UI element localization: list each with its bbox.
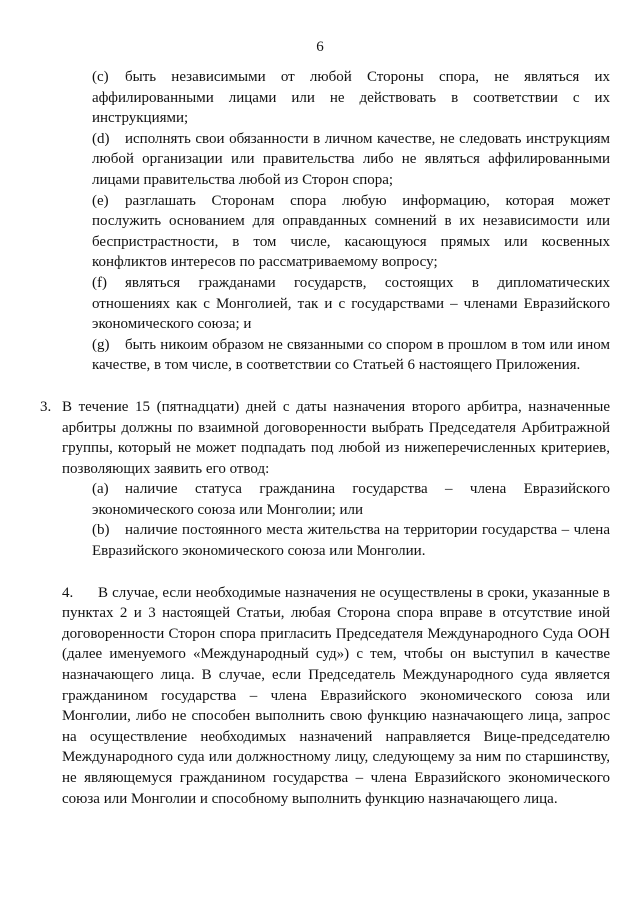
paragraph-text: В случае, если необходимые назначения не осуществлены в сроки, указанные в пунктах 2 и 3 настоящей Статьи, любая Сторона спора вправе в отсутствие иной договоренности Сторон спора пригласить Председателя Международного Суда ООН (далее именуемого «Международный суд») с тем, чтобы он выступил в качестве назначающего лица. В случае, если Председатель Международного суда является гражданином государства – члена Евразийского экономического союза или Монголии, либо не способен выполнить свою функцию назначающего лица, запрос на осуществление необходимых назначений направляется Вице-председателю Международного суда или должностному лицу, следующему за ним по старшинству, не являющемуся гражданином государства – члена Евразийского экономического союза или Монголии и способному выполнить функцию назначающего лица. <box>62 584 610 807</box>
subitem-b <box>92 520 610 561</box>
paragraph-number: 3. <box>40 398 52 415</box>
paragraph-number: 4. <box>62 584 74 601</box>
list-item-text: исполнять свои обязанности в личном качестве, не следовать инструкциям любой организации или правительства либо не являться аффилированными лицами правительства любой из Сторон спора; <box>92 130 610 188</box>
list-item-tag: (d) <box>92 130 110 147</box>
list-item-f <box>92 273 610 335</box>
subitem-tag: (a) <box>92 481 109 498</box>
list-item-d <box>92 129 610 191</box>
list-item-tag: (c) <box>92 69 109 85</box>
paragraph-4 <box>62 583 610 810</box>
list-item-text: разглашать Сторонам спора любую информацию, которая может послужить основанием для оправданных сомнений в их независимости или беспристрастности, в том числе, касающуюся прямых или косвенных конфликтов интересов по рассматриваемому вопросу; <box>92 192 610 271</box>
subitem-text: наличие статуса гражданина государства – члена Евразийского экономического союза или Монголии; или <box>92 481 610 518</box>
subitem-a <box>92 479 610 520</box>
list-item-text: быть независимыми от любой Стороны спора, не являться их аффилированными лицами или не действовать в соответствии с их инструкциями; <box>92 69 610 127</box>
document-body <box>0 67 640 809</box>
list-item-text: быть никоим образом не связанными со спором в прошлом в том или ином качестве, в том числе, в соответствии со Статьей 6 настоящего Приложения. <box>92 336 610 374</box>
list-item-g <box>92 335 610 376</box>
list-item-tag: (f) <box>92 274 107 291</box>
list-item-tag: (g) <box>92 336 110 353</box>
subitem-tag: (b) <box>92 522 110 539</box>
list-item-tag: (e) <box>92 192 109 209</box>
list-item-text: являться гражданами государств, состоящих в дипломатических отношениях как с Монголией, так и с государствами – членами Евразийского экономического союза; и <box>92 274 610 333</box>
subitem-text: наличие постоянного места жительства на территории государства – члена Евразийского экономического союза или Монголии. <box>92 522 610 560</box>
list-item-e <box>92 191 610 273</box>
paragraph-text: В течение 15 (пятнадцати) дней с даты назначения второго арбитра, назначенные арбитры должны по взаимной договоренности выбрать Председателя Арбитражной группы, который не может подпадать под любой из нижеперечисленных критериев, позволяющих заявить его отвод: <box>62 398 610 477</box>
paragraph-3 <box>40 397 610 479</box>
list-item-c <box>92 67 610 129</box>
page-number: 6 <box>316 39 324 55</box>
